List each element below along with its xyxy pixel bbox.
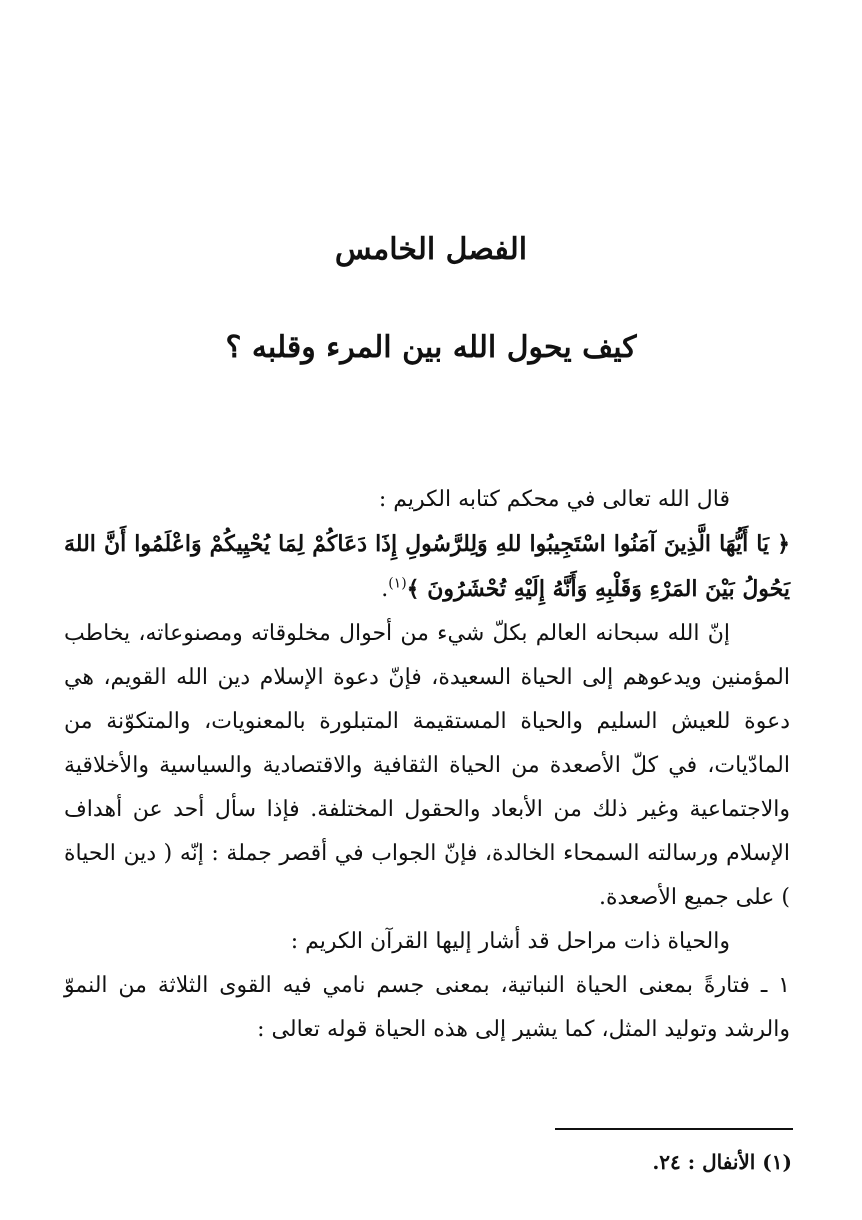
footnote: (١) الأنفال : ٢٤. (652, 1150, 792, 1174)
paragraph-3: ١ ـ فتارةً بمعنى الحياة النباتية، بمعنى جسم نامي فيه القوى الثلاثة من النموّ والرشد وتوليد المثل، كما يشير إلى هذه الحياة قوله تعالى : (64, 973, 790, 1042)
verse-close-bracket: ﴾ (406, 576, 420, 602)
footnote-separator (555, 1128, 793, 1130)
verse-open-bracket: ﴿ (777, 531, 790, 557)
paragraph-1: إنّ الله سبحانه العالم بكلّ شيء من أحوال مخلوقاته ومصنوعاته، يخاطب المؤمنين ويدعوهم إلى الحياة السعيدة، فإنّ دعوة الإسلام دين الله القويم، هي دعوة للعيش السليم والحياة المستقيمة المتبلورة بالمعنويات، والمتكوّنة من المادّيات، في كلّ الأصعدة من الحياة الثقافية والاقتصادية والسياسية والأخلاقية والاجتماعية وغير ذلك من الأبعاد والحقول المختلفة. فإذا سأل أحد عن أهداف الإسلام ورسالته السمحاء الخالدة، فإنّ الجواب في أقصر جملة : إنّه ( دين الحياة ) على جميع الأصعدة. (64, 621, 790, 910)
verse-end-period: . (381, 577, 389, 602)
chapter-title: كيف يحول الله بين المرء وقلبه ؟ (225, 330, 637, 365)
intro-paragraph: قال الله تعالى في محكم كتابه الكريم : (378, 487, 730, 512)
quran-verse: يَا أَيُّهَا الَّذِينَ آمَنُوا اسْتَجِيبُوا للهِ وَلِلرَّسُولِ إِذَا دَعَاكُمْ لِمَا يُحْيِيكُمْ وَاعْلَمُوا أَنَّ اللهَ يَحُولُ بَيْنَ المَرْءِ وَقَلْبِهِ وَأَنَّهُ إِلَيْهِ تُحْشَرُونَ (64, 531, 790, 602)
paragraph-2: والحياة ذات مراحل قد أشار إليها القرآن الكريم : (290, 929, 730, 954)
quran-verse-paragraph (64, 522, 790, 612)
chapter-label: الفصل الخامس (334, 232, 528, 267)
footnote-reference: (١) (388, 575, 407, 592)
body-text (64, 478, 790, 1052)
